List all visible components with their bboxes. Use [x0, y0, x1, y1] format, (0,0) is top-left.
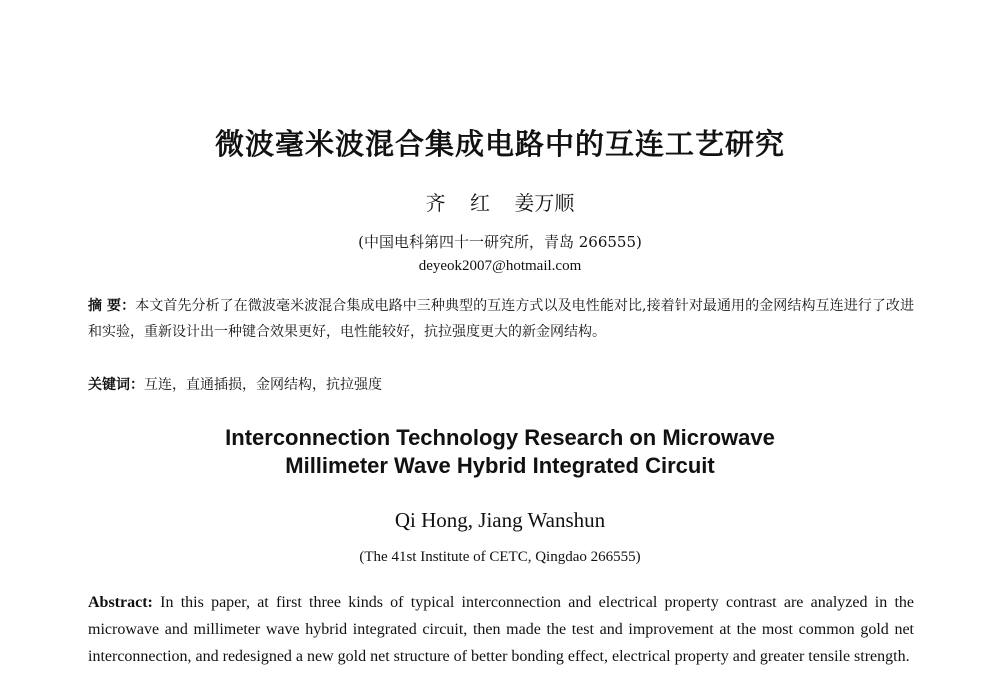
english-abstract-text: In this paper, at first three kinds of typical interconnection and electrical property contrast are analyzed in the microwave and millimeter wave hybrid integrated circuit, then made the test and improvement at the most common gold net interconnection, and redesigned a new gold net structure of better bonding effect, electrical property and greater tensile strength.	[88, 594, 914, 665]
chinese-keywords-label: 关键词：	[88, 377, 144, 393]
english-title-line2: Millimeter Wave Hybrid Integrated Circuit	[285, 453, 715, 478]
english-authors: Qi Hong, Jiang Wanshun	[394, 508, 606, 532]
chinese-title: 微波毫米波混合集成电路中的互连工艺研究	[214, 127, 785, 161]
chinese-keywords-text: 互连，直通插损，金网结构，抗拉强度	[144, 377, 382, 393]
chinese-abstract-label: 摘 要：	[88, 298, 136, 314]
chinese-authors: 齐 红 姜万顺	[425, 191, 575, 215]
chinese-abstract	[88, 293, 914, 345]
chinese-keywords	[88, 372, 914, 398]
chinese-abstract-text: 本文首先分析了在微波毫米波混合集成电路中三种典型的互连方式以及电性能对比,接着针对最通用的金网结构互连进行了改进和实验，重新设计出一种键合效果更好，电性能较好，抗拉强度更大的新金网结构。	[88, 298, 915, 340]
english-abstract	[88, 589, 914, 670]
english-title-line1: Interconnection Technology Research on Microwave	[225, 425, 775, 450]
chinese-affiliation: (中国电科第四十一研究所，青岛 266555)	[358, 233, 642, 251]
author-email: deyeok2007@hotmail.com	[418, 258, 582, 274]
english-affiliation: (The 41st Institute of CETC, Qingdao 266555)	[359, 549, 641, 565]
english-title	[0, 424, 1000, 480]
english-abstract-label: Abstract:	[88, 594, 153, 611]
